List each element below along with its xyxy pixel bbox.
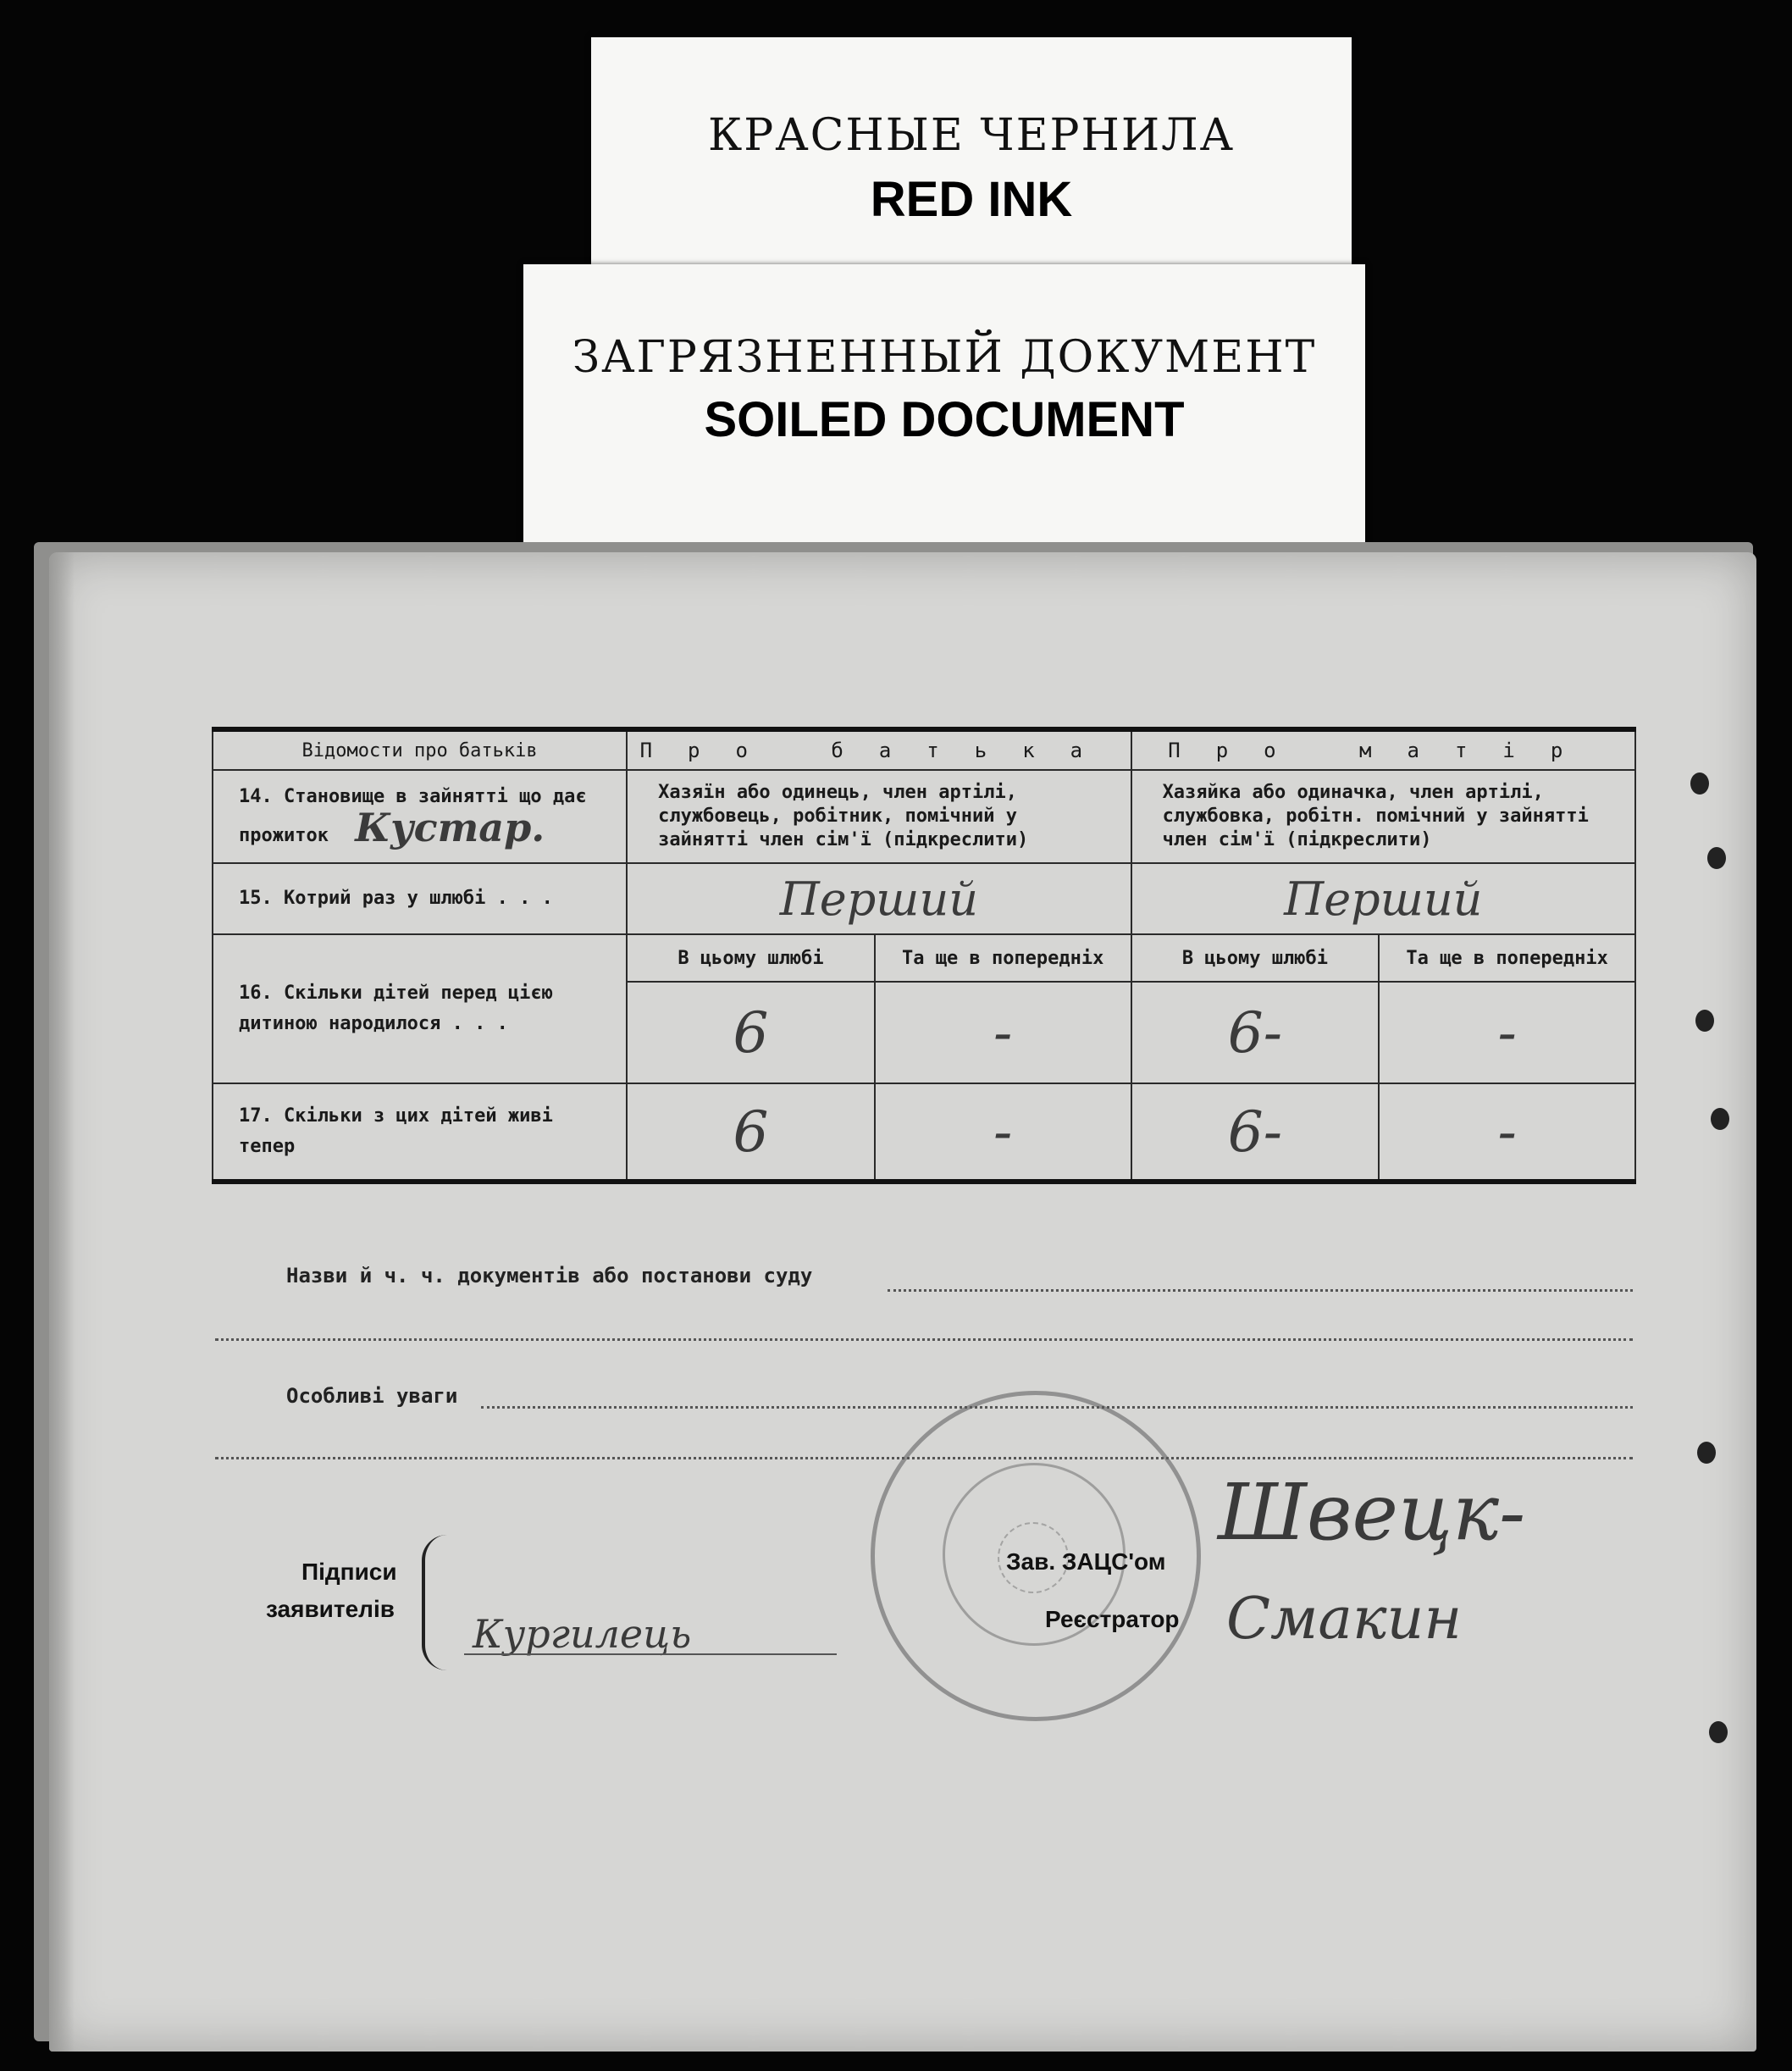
subheader-mother-this: В цьому шлюбі bbox=[1131, 934, 1380, 982]
header-mother: Про матір bbox=[1131, 729, 1635, 770]
soiled-label-ru: ЗАГРЯЗНЕННЫЙ ДОКУМЕНТ bbox=[572, 332, 1317, 383]
applicant-signature: Кургилець bbox=[473, 1611, 692, 1657]
applicants-label-1: Підписи bbox=[301, 1559, 397, 1585]
row16-mother-prev: - bbox=[1379, 982, 1635, 1083]
binding-hole bbox=[1697, 1442, 1716, 1464]
registrar-signature: Смакин bbox=[1226, 1586, 1463, 1653]
binding-hole bbox=[1709, 1721, 1728, 1743]
binding-hole bbox=[1690, 772, 1709, 795]
row15-father: Перший bbox=[627, 863, 1131, 934]
row14-answer: Кустар. bbox=[355, 805, 545, 850]
row16-father-prev: - bbox=[875, 982, 1131, 1083]
row17-mother-prev: - bbox=[1379, 1083, 1635, 1182]
header-father: Про батька bbox=[627, 729, 1131, 770]
red-ink-label-card bbox=[591, 37, 1352, 296]
header-info: Відомости про батьків bbox=[213, 729, 627, 770]
sheet-edge-shadow bbox=[49, 552, 75, 2052]
row16-question: 16. Скільки дітей перед цією дитиною народилося . . . bbox=[213, 934, 627, 1083]
applicant-signature-line bbox=[464, 1653, 837, 1655]
binding-hole bbox=[1707, 847, 1726, 869]
row14-question: 14. Становище в зайнятті що дає прожиток bbox=[239, 786, 587, 846]
subheader-father-this: В цьому шлюбі bbox=[627, 934, 875, 982]
binding-hole bbox=[1711, 1108, 1729, 1130]
row14-mother-options: Хазяйка або одиначка, член артілі, службовка, робітн. помічний у зайнятті член сім'ї (підкреслити) bbox=[1131, 770, 1635, 863]
registrar-label: Реєстратор bbox=[1045, 1606, 1180, 1632]
applicants-brace bbox=[422, 1535, 459, 1670]
soiled-document-label-card bbox=[523, 264, 1365, 544]
row17-father-this: 6 bbox=[627, 1083, 875, 1182]
head-signature: Швецк- bbox=[1218, 1467, 1526, 1558]
red-ink-label-ru: КРАСНЫЕ ЧЕРНИЛА bbox=[707, 110, 1235, 161]
row17-question: 17. Скільки з цих дітей живі тепер bbox=[213, 1083, 627, 1182]
row17-mother-this: 6- bbox=[1131, 1083, 1380, 1182]
row15-mother: Перший bbox=[1131, 863, 1635, 934]
documents-dotted-line bbox=[888, 1289, 1633, 1292]
row14-father-options: Хазяїн або одинець, член артілі, службовець, робітник, помічний у зайнятті член сім'ї (підкреслити) bbox=[627, 770, 1131, 863]
subheader-father-prev: Та ще в попередніх bbox=[875, 934, 1131, 982]
red-ink-label-en: RED INK bbox=[870, 172, 1073, 227]
row16-mother-this: 6- bbox=[1131, 982, 1380, 1083]
head-label: Зав. ЗАЦС'ом bbox=[1006, 1548, 1166, 1575]
row14-question-cell bbox=[213, 770, 627, 863]
soiled-label-en: SOILED DOCUMENT bbox=[704, 392, 1185, 447]
row17-father-prev: - bbox=[875, 1083, 1131, 1182]
row16-father-this: 6 bbox=[627, 982, 875, 1083]
parents-info-table bbox=[212, 727, 1636, 1184]
subheader-mother-prev: Та ще в попередніх bbox=[1379, 934, 1635, 982]
row15-question: 15. Котрий раз у шлюбі . . . bbox=[213, 863, 627, 934]
documents-label: Назви й ч. ч. документів або постанови суду bbox=[286, 1264, 813, 1287]
applicants-label-2: заявителів bbox=[266, 1596, 395, 1622]
notes-label: Особливі уваги bbox=[286, 1384, 458, 1408]
document-sheet bbox=[49, 552, 1756, 2052]
binding-hole bbox=[1695, 1010, 1714, 1032]
documents-dotted-line-2 bbox=[215, 1338, 1633, 1341]
